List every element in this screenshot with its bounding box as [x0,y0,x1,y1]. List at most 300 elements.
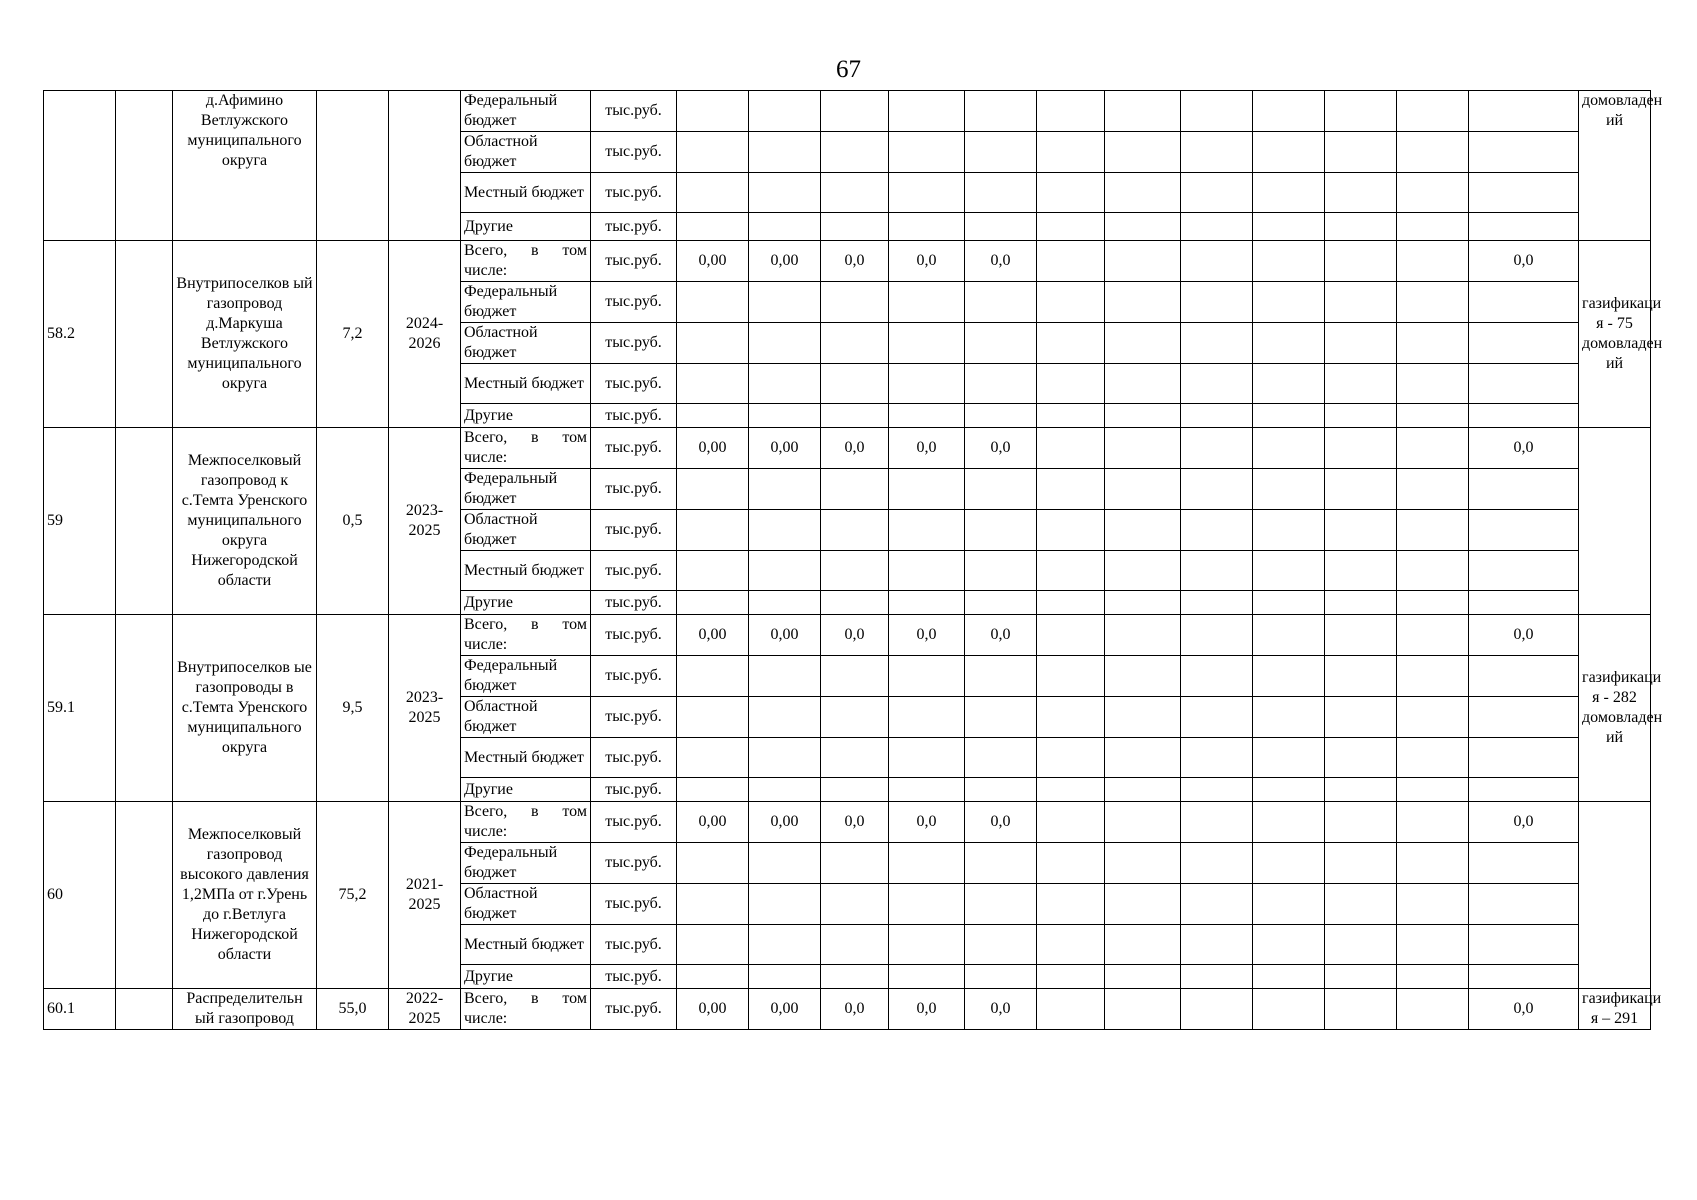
value-cell: 0,00 [677,241,749,282]
value-cell [1037,91,1105,132]
value-cell [677,697,749,738]
empty-cell [116,428,173,615]
value-cell [677,738,749,778]
value-cell [677,469,749,510]
unit: тыс.руб. [591,132,677,173]
value-cell [1469,282,1579,323]
value-cell [1037,989,1105,1030]
value-cell [749,843,821,884]
value-cell [965,173,1037,213]
value-cell [1037,551,1105,591]
value-cell [1469,925,1579,965]
value-cell: 0,0 [889,428,965,469]
value-cell [1105,469,1181,510]
value-cell [1469,778,1579,802]
value-cell: 0,0 [965,802,1037,843]
value-cell: 0,00 [749,615,821,656]
page-number: 67 [836,56,861,83]
value-cell [677,778,749,802]
value-cell [1181,213,1253,241]
value-cell [821,469,889,510]
unit: тыс.руб. [591,989,677,1030]
value-cell [1105,323,1181,364]
value-cell [1325,802,1397,843]
value-cell [1469,738,1579,778]
unit: тыс.руб. [591,469,677,510]
unit: тыс.руб. [591,802,677,843]
value-cell [1325,656,1397,697]
value-cell [1325,697,1397,738]
value-cell [1325,323,1397,364]
value-cell [1105,697,1181,738]
value-cell: 0,0 [821,802,889,843]
value-cell [749,213,821,241]
value-cell [1397,925,1469,965]
value-cell [889,697,965,738]
funding-source-line: числе: [464,823,508,840]
value-cell [749,591,821,615]
funding-source: Областной бюджет [461,323,591,364]
value-cell [749,697,821,738]
funding-source: Областной бюджет [461,510,591,551]
value-cell [965,213,1037,241]
value-cell [749,173,821,213]
item-number: 58.2 [44,241,116,428]
value-cell: 0,00 [677,802,749,843]
value-cell [1037,884,1105,925]
value-cell [1469,404,1579,428]
value-cell [677,656,749,697]
funding-source: Другие [461,591,591,615]
funding-source: Другие [461,404,591,428]
value-cell [749,551,821,591]
value-cell [677,884,749,925]
value-cell [1325,469,1397,510]
value-cell [1105,615,1181,656]
value-cell [965,656,1037,697]
funding-source: Местный бюджет [461,925,591,965]
value-cell [1105,91,1181,132]
value-cell [1181,428,1253,469]
period: 2023- 2025 [389,428,461,615]
value-cell [1037,925,1105,965]
value-cell [1105,213,1181,241]
unit: тыс.руб. [591,173,677,213]
value-cell [1397,615,1469,656]
value-cell [1105,510,1181,551]
value-cell [677,925,749,965]
value-cell [1105,802,1181,843]
object-name: Межпоселковый газопровод к с.Темта Уренского муниципального округа Нижегородской области [173,428,317,615]
funding-source-line: числе: [464,262,508,279]
value-cell [1397,591,1469,615]
item-number: 59.1 [44,615,116,802]
value-cell [1181,615,1253,656]
value-cell: 0,00 [749,428,821,469]
value-cell [1253,989,1325,1030]
value-cell [1181,965,1253,989]
value-cell [677,965,749,989]
value-cell [1325,510,1397,551]
value-cell [1325,884,1397,925]
value-cell [821,173,889,213]
value-cell [1253,738,1325,778]
value-cell [1253,551,1325,591]
value-cell [1325,91,1397,132]
funding-source: Областной бюджет [461,697,591,738]
value-cell [889,323,965,364]
value-cell [821,404,889,428]
unit: тыс.руб. [591,213,677,241]
value-cell [1325,551,1397,591]
object-name: Внутрипоселков ый газопровод д.Маркуша Ветлужского муниципального округа [173,241,317,428]
empty-cell [116,615,173,802]
value-cell [677,591,749,615]
value-cell [1037,738,1105,778]
value-cell [1253,965,1325,989]
value-cell [1105,965,1181,989]
value-cell [1181,364,1253,404]
value-cell [1253,404,1325,428]
length-km: 9,5 [317,615,389,802]
funding-source: Федеральный бюджет [461,91,591,132]
value-cell [749,282,821,323]
value-cell [1037,213,1105,241]
value-cell: 0,0 [889,802,965,843]
value-cell [749,884,821,925]
value-cell [965,843,1037,884]
result-cell [1579,802,1651,989]
value-cell [677,551,749,591]
value-cell [1037,510,1105,551]
value-cell [1325,213,1397,241]
value-cell [1105,778,1181,802]
value-cell [1181,989,1253,1030]
value-cell: 0,00 [677,989,749,1030]
value-cell [965,91,1037,132]
value-cell [821,213,889,241]
value-cell: 0,0 [821,241,889,282]
funding-source: Федеральный бюджет [461,282,591,323]
funding-source: Местный бюджет [461,738,591,778]
value-cell [1469,323,1579,364]
unit: тыс.руб. [591,843,677,884]
value-cell [889,213,965,241]
unit: тыс.руб. [591,738,677,778]
value-cell [821,91,889,132]
value-cell [1469,884,1579,925]
unit: тыс.руб. [591,364,677,404]
value-cell [1181,282,1253,323]
value-cell [1253,778,1325,802]
value-cell [1037,778,1105,802]
value-cell [1037,965,1105,989]
funding-source [461,989,591,1030]
value-cell [1397,213,1469,241]
value-cell [1037,173,1105,213]
value-cell [1037,241,1105,282]
value-cell [1253,469,1325,510]
value-cell [1469,965,1579,989]
funding-source: Другие [461,213,591,241]
value-cell [1469,510,1579,551]
value-cell [1469,364,1579,404]
value-cell [1397,282,1469,323]
value-cell [965,364,1037,404]
value-cell [1037,132,1105,173]
value-cell: 0,0 [965,615,1037,656]
value-cell [1253,697,1325,738]
funding-source: Федеральный бюджет [461,469,591,510]
value-cell [889,173,965,213]
value-cell: 0,0 [889,241,965,282]
value-cell [1181,132,1253,173]
unit: тыс.руб. [591,925,677,965]
value-cell [749,510,821,551]
value-cell [1325,925,1397,965]
length-km: 7,2 [317,241,389,428]
value-cell [1253,213,1325,241]
value-cell [965,282,1037,323]
value-cell [1469,469,1579,510]
value-cell [677,404,749,428]
value-cell [1105,656,1181,697]
value-cell [1325,282,1397,323]
value-cell [821,884,889,925]
funding-source [461,802,591,843]
table-row [44,615,1651,656]
value-cell [1325,778,1397,802]
value-cell: 0,0 [1469,615,1579,656]
value-cell [1397,697,1469,738]
value-cell [821,364,889,404]
value-cell [1181,404,1253,428]
value-cell [1037,323,1105,364]
result-cell: газификаци я – 291 [1579,989,1651,1030]
unit: тыс.руб. [591,656,677,697]
result-cell: газификаци я - 75 домовладен ий [1579,241,1651,428]
value-cell [965,778,1037,802]
value-cell [1469,697,1579,738]
value-cell: 0,0 [965,989,1037,1030]
value-cell [1181,778,1253,802]
value-cell [1397,428,1469,469]
value-cell: 0,0 [821,428,889,469]
funding-source: Местный бюджет [461,551,591,591]
value-cell [1253,656,1325,697]
value-cell [1325,404,1397,428]
empty-cell [116,802,173,989]
value-cell [677,173,749,213]
value-cell [677,132,749,173]
value-cell [889,91,965,132]
value-cell [1105,925,1181,965]
value-cell [677,510,749,551]
value-cell [1253,884,1325,925]
funding-source: Федеральный бюджет [461,656,591,697]
value-cell [1037,615,1105,656]
value-cell [1037,802,1105,843]
funding-source [461,241,591,282]
value-cell [821,510,889,551]
unit: тыс.руб. [591,91,677,132]
value-cell [1105,364,1181,404]
value-cell [1469,173,1579,213]
value-cell [1181,551,1253,591]
table-row [44,241,1651,282]
empty-cell [116,241,173,428]
value-cell [1397,843,1469,884]
value-cell [677,91,749,132]
value-cell [1325,843,1397,884]
value-cell [889,282,965,323]
value-cell [1253,428,1325,469]
value-cell [1037,697,1105,738]
value-cell [1253,615,1325,656]
value-cell [1037,469,1105,510]
value-cell [821,697,889,738]
funding-source [461,428,591,469]
value-cell: 0,0 [965,428,1037,469]
funding-source: Местный бюджет [461,364,591,404]
value-cell [1105,551,1181,591]
value-cell [1181,884,1253,925]
value-cell [1181,510,1253,551]
funding-source-line: Всего, в том [464,429,587,446]
period [389,91,461,241]
result-cell: газификаци я - 282 домовладен ий [1579,615,1651,802]
value-cell [889,551,965,591]
value-cell [677,364,749,404]
value-cell [965,884,1037,925]
value-cell [889,843,965,884]
period: 2023- 2025 [389,615,461,802]
value-cell [1181,925,1253,965]
value-cell [821,778,889,802]
value-cell [1397,802,1469,843]
value-cell [749,364,821,404]
value-cell [749,469,821,510]
value-cell [1181,697,1253,738]
funding-source-line: числе: [464,449,508,466]
value-cell: 0,0 [821,989,889,1030]
value-cell [965,404,1037,428]
value-cell [1469,843,1579,884]
unit: тыс.руб. [591,591,677,615]
length-km: 55,0 [317,989,389,1030]
investment-table [43,90,1663,1030]
length-km [317,91,389,241]
value-cell [1181,173,1253,213]
value-cell [1181,91,1253,132]
value-cell [1325,965,1397,989]
item-number [44,91,116,241]
value-cell [1397,469,1469,510]
object-name: Межпоселковый газопровод высокого давления 1,2МПа от г.Урень до г.Ветлуга Нижегородской области [173,802,317,989]
value-cell [1105,591,1181,615]
value-cell [1253,241,1325,282]
result-cell: домовладен ий [1579,91,1651,241]
value-cell [1253,364,1325,404]
unit: тыс.руб. [591,241,677,282]
unit: тыс.руб. [591,404,677,428]
value-cell [1469,591,1579,615]
funding-source-line: Всего, в том [464,990,587,1007]
table-row [44,428,1651,469]
value-cell: 0,0 [889,989,965,1030]
value-cell [965,738,1037,778]
value-cell [1253,510,1325,551]
value-cell: 0,00 [677,615,749,656]
object-name: Распределительн ый газопровод [173,989,317,1030]
value-cell [1397,551,1469,591]
value-cell [889,404,965,428]
funding-source [461,615,591,656]
value-cell [1325,615,1397,656]
value-cell [965,925,1037,965]
value-cell [1253,323,1325,364]
value-cell [1325,173,1397,213]
funding-source-line: Всего, в том [464,616,587,633]
value-cell [1469,91,1579,132]
value-cell [1397,656,1469,697]
value-cell [1397,778,1469,802]
value-cell [889,132,965,173]
unit: тыс.руб. [591,697,677,738]
value-cell [1469,132,1579,173]
unit: тыс.руб. [591,428,677,469]
value-cell [1105,428,1181,469]
value-cell [965,697,1037,738]
value-cell [1253,591,1325,615]
value-cell [1469,551,1579,591]
value-cell [1105,738,1181,778]
funding-source-line: Всего, в том [464,803,587,820]
value-cell [965,510,1037,551]
value-cell [1181,469,1253,510]
value-cell [1325,591,1397,615]
value-cell: 0,0 [1469,802,1579,843]
value-cell [1469,213,1579,241]
result-cell [1579,428,1651,615]
table-row [44,91,1651,132]
value-cell [1037,656,1105,697]
value-cell [1181,656,1253,697]
value-cell [821,965,889,989]
object-name: д.Афимино Ветлужского муниципального округа [173,91,317,241]
value-cell [749,738,821,778]
value-cell [1037,591,1105,615]
value-cell [821,843,889,884]
value-cell [1037,404,1105,428]
value-cell [1181,738,1253,778]
value-cell [677,323,749,364]
value-cell [1325,241,1397,282]
value-cell: 0,00 [749,802,821,843]
funding-source-line: числе: [464,636,508,653]
unit: тыс.руб. [591,615,677,656]
funding-source: Местный бюджет [461,173,591,213]
value-cell [889,884,965,925]
value-cell [889,965,965,989]
value-cell [889,778,965,802]
value-cell: 0,00 [677,428,749,469]
value-cell [749,132,821,173]
value-cell [749,323,821,364]
value-cell [1181,802,1253,843]
value-cell [1325,364,1397,404]
value-cell [749,656,821,697]
